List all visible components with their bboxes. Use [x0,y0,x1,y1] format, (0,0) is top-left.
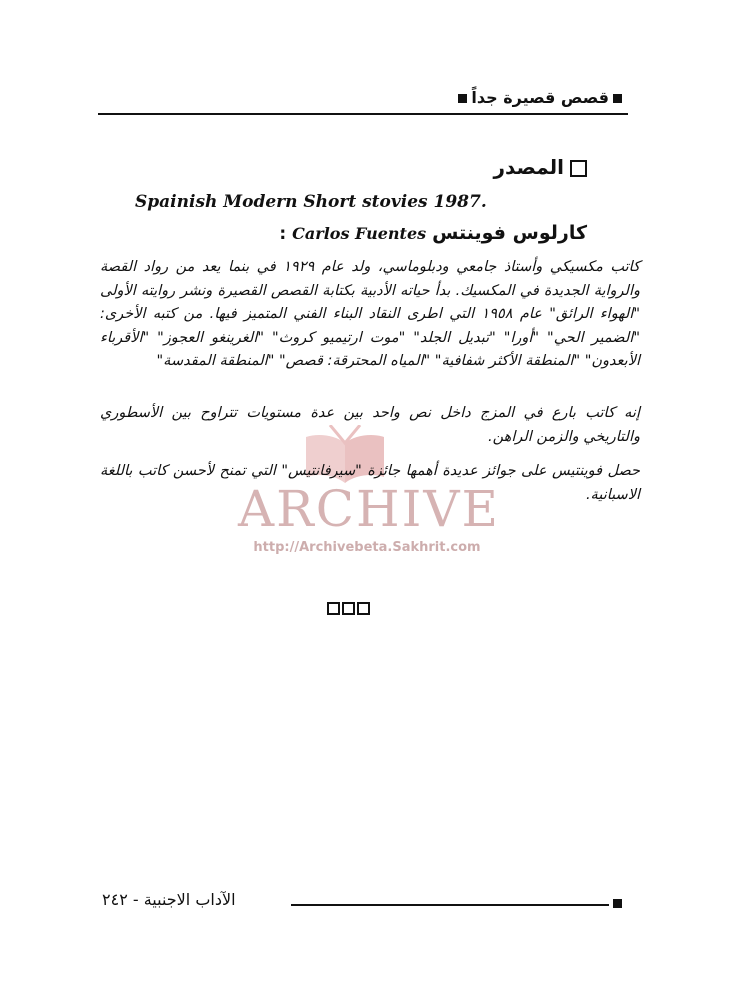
paragraph-bio: كاتب مكسيكي وأستاذ جامعي ودبلوماسي، ولد عام ١٩٢٩ في بنما يعد من رواد القصة والرواية الجديدة في المكسيك. بدأ حياته الأدبية بكتابة القصص القصيرة ونشر روايته الأولى "الهواء الرائق" عام ١٩٥٨ التي اطرى النقاد البناء الفني المتميز فيها. من كتبه الأخرى: "الضمير الحي" "أورا" "تبديل الجلد" "موت ارتيميو كروث" "الغرينغو العجوز" "الأقرباء الأبعدون" "المنطقة الأكثر شفافية" "المياه المحترقة: قصص" "المنطقة المقدسة" [100,259,640,369]
square-bullet-icon [613,94,622,103]
footer-text: الآداب الاجنبية - ٢٤٢ [102,890,236,909]
square-bullet-icon [613,899,622,908]
watermark-url: http://Archivebeta.Sakhrit.com [253,540,481,555]
source-heading-block [493,155,587,179]
paragraph-style: إنه كاتب بارع في المزج داخل نص واحد بين عدة مستويات تتراوح بين الأسطوري والتاريخي والزمن الراهن. [100,405,640,445]
square-bullet-icon [458,94,467,103]
section-separator [327,598,372,617]
header-title-block [454,88,626,107]
header-rule [98,113,628,115]
author-name-arabic: كارلوس فوينتس [432,222,587,244]
author-colon: : [279,224,287,244]
square-outline-icon [342,602,355,615]
author-line [279,222,587,244]
source-text: Spainish Modern Short stovies 1987. [135,192,487,212]
footer-rule [291,904,609,906]
source-heading: المصدر [493,155,564,179]
page-footer [96,890,626,914]
paragraph-awards: حصل فوينتيس على جوائز عديدة أهمها جائزة "سيرفانتيس" التي تمنح لأحسن كاتب باللغة الاسبانية. [100,463,640,503]
header-title: قصص قصيرة جداً [471,88,609,107]
square-outline-icon [357,602,370,615]
author-name-english: Carlos Fuentes [292,224,427,243]
checkbox-square-icon [570,160,587,177]
watermark-title: ARCHIVE [238,480,500,538]
square-outline-icon [327,602,340,615]
running-header [98,84,626,112]
